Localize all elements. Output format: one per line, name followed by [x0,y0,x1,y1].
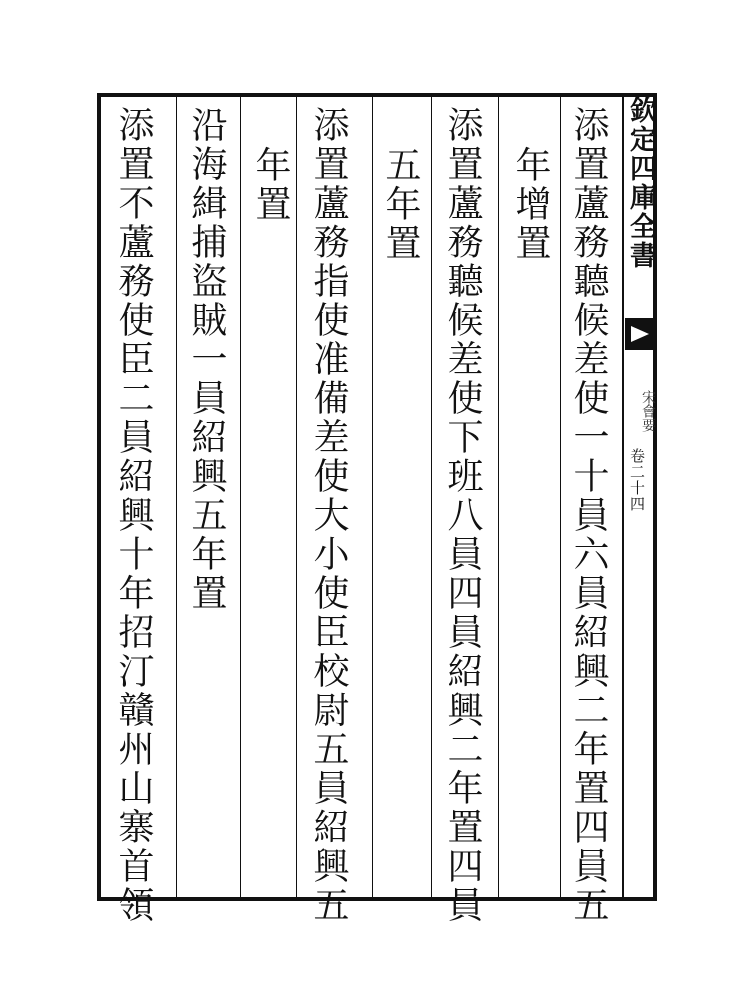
juan-number: 卷二十四 [628,448,646,512]
text-column-3: 添置蘆務聽候差使下班八員四員紹興二年置四員 [442,106,483,925]
margin-stamp: 宋會要 [640,390,656,432]
text-column-2: 年增置 [510,146,551,263]
text-column-5: 添置蘆務指使准備差使大小使臣校尉五員紹興五 [308,106,349,925]
fish-tail-mark [625,318,655,350]
column-rule [100,93,101,901]
column-rule [431,93,432,901]
book-title: 欽定四庫全書 [625,96,656,270]
column-rule [560,93,561,901]
column-rule [240,93,241,901]
text-column-8: 添置不蘆務使臣二員紹興十年招汀贛州山寨首領 [113,106,154,925]
column-rule [176,93,177,901]
column-rule [372,93,373,901]
text-column-1: 添置蘆務聽候差使一十員六員紹興二年置四員五 [568,106,609,925]
column-rule [498,93,499,901]
text-column-6: 年置 [250,146,291,224]
text-column-4: 五年置 [380,146,421,263]
column-rule [296,93,297,901]
text-column-7: 沿海緝捕盜賊一員紹興五年置 [186,106,227,613]
